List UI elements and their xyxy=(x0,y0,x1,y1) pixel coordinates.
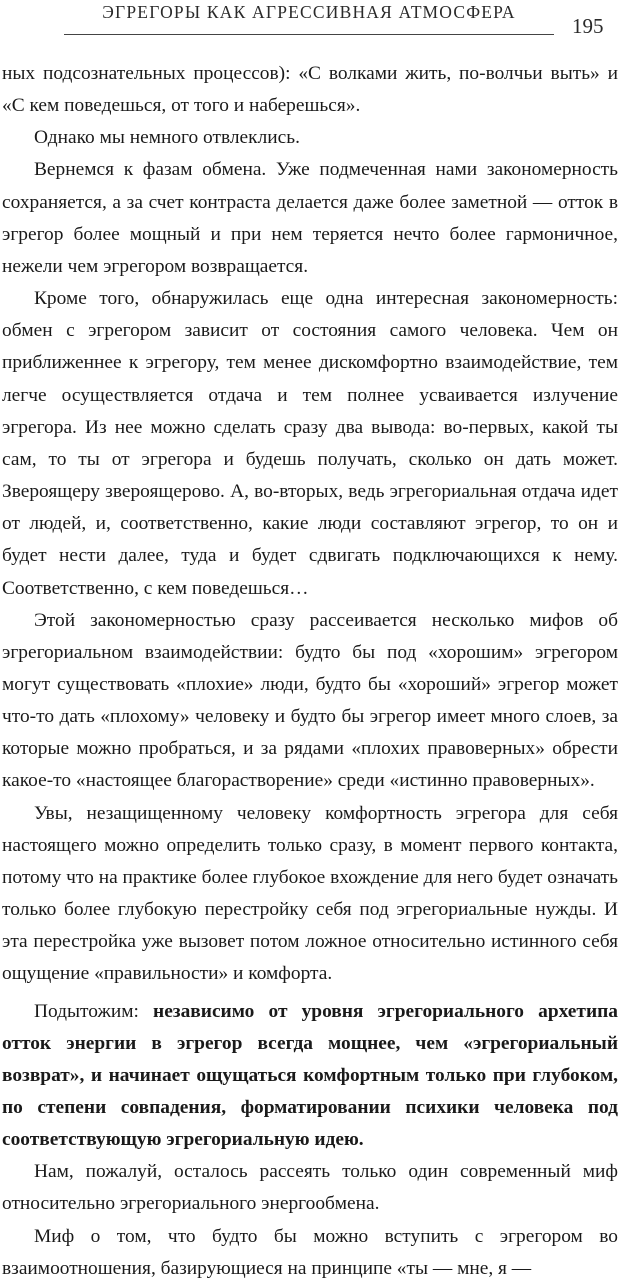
paragraph: Однако мы немного отвлеклись. xyxy=(34,127,300,149)
summary-bold-text: независимо от уровня эгрегориального архетипа отток энергии в эгрегор всегда мощнее, чем «эгрегориальный возврат», и начинает ощущаться комфортным только при глубоком, по степени совпадения, форматировании психики человека под соответствующую эгрегориальную идею. xyxy=(2,1000,618,1151)
summary-paragraph xyxy=(2,996,618,1157)
paragraph: Увы, незащищенному человеку комфортность эгрегора для себя настоящего можно определить только сразу, в момент первого контакта, потому что на практике более глубокое вхождение для него будет означать только более глубокую перестройку себя под эгрегориальные нужды. И эта перестройка уже вызовет потом ложное относительно истинного себя ощущение «правильности» и комфорта. xyxy=(2,802,618,985)
paragraph: Вернемся к фазам обмена. Уже подмеченная нами закономерность сохраняется, а за счет контраста делается даже более заметной — отток в эгрегор более мощный и при нем теряется нечто более гармоничное, нежели чем эгрегором возвращается. xyxy=(2,159,618,277)
header-rule xyxy=(64,34,554,35)
body-text xyxy=(2,58,618,1285)
paragraph: Этой закономерностью сразу рассеивается несколько мифов об эгрегориальном взаимодействии: будто бы под «хорошим» эгрегором могут существовать «плохие» люди, будто бы «хороший» эгрегор может что-то дать «плохому» человеку и будто бы эгрегор имеет много слоев, за которые можно пробраться, и за рядами «плохих правоверных» обрести какое-то «настоящее благорастворение» среди «истинно правоверных». xyxy=(2,609,618,792)
page-number: 195 xyxy=(572,14,604,38)
paragraph: Кроме того, обнаружилась еще одна интересная закономерность: обмен с эгрегором зависит от состояния самого человека. Чем он приближеннее к эгрегору, тем менее дискомфортно взаимодействие, тем легче осуществляется отдача и тем полнее усваивается излучение эгрегора. Из нее можно сделать сразу два вывода: во-первых, какой ты сам, то ты от эгрегора и будешь получать, сколько он дать может. Звероящеру звероящерово. А, во-вторых, ведь эгрегориальная отдача идет от людей, и, соответственно, какие люди составляют эгрегор, то он и будет нести далее, туда и будет сдвигать подключающихся к нему. Соответственно, с кем поведешься… xyxy=(2,288,618,599)
running-title: ЭГРЕГОРЫ КАК АГРЕССИВНАЯ АТМОСФЕРА xyxy=(102,2,516,22)
paragraph: Нам, пожалуй, осталось рассеять только один современный миф относительно эгрегориального энергообмена. xyxy=(2,1161,618,1215)
paragraph-continuation: ных подсознательных процессов): «С волками жить, по-волчьи выть» и «С кем поведешься, от того и наберешься». xyxy=(2,63,618,117)
paragraph: Миф о том, что будто бы можно вступить с эгрегором во взаимоотношения, базирующиеся на принципе «ты — мне, я — xyxy=(2,1225,618,1279)
page-header xyxy=(0,0,620,46)
summary-lead: Подытожим: xyxy=(34,1000,154,1022)
